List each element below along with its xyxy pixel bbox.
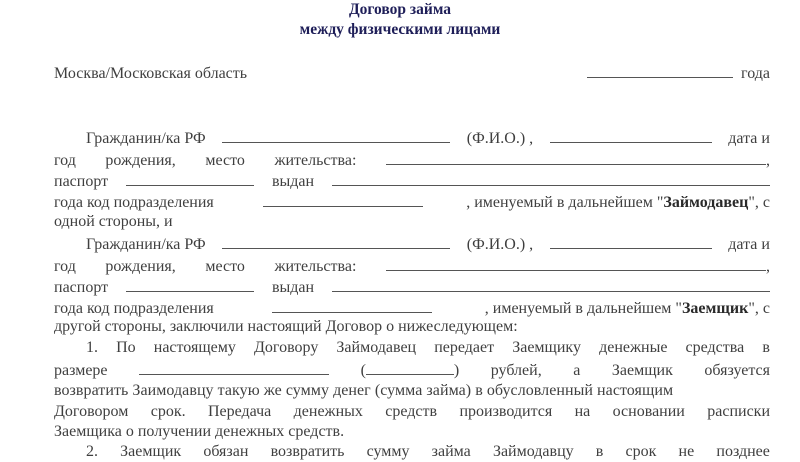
date-blank[interactable] bbox=[587, 62, 733, 78]
word: денежных bbox=[293, 403, 363, 420]
word: производится bbox=[459, 403, 553, 420]
party2-fio-label: (Ф.И.О.) , bbox=[466, 236, 534, 253]
party2-citizen-row bbox=[54, 233, 770, 255]
word: позднее bbox=[716, 443, 770, 460]
word: в bbox=[595, 443, 604, 460]
party2-side-text: другой стороны, заключили настоящий Договор о нижеследующем: bbox=[54, 318, 518, 335]
clause1-line3: возвратить Заимодавцу такую же сумму денег (сумма займа) в обусловленный настоящим bbox=[54, 382, 674, 399]
loan-amount-digits-blank[interactable] bbox=[139, 359, 329, 375]
word: 2. bbox=[86, 443, 98, 460]
word: возвратить bbox=[270, 443, 345, 460]
party2-issued-blank[interactable] bbox=[332, 276, 770, 292]
document-subtitle: между физическими лицами bbox=[299, 21, 501, 38]
word: место bbox=[205, 152, 245, 169]
party2-code-row bbox=[54, 297, 770, 319]
word: рублей, bbox=[490, 362, 542, 379]
party1-citizen-label: Гражданин/ка РФ bbox=[86, 130, 206, 147]
clause1-line2 bbox=[54, 359, 770, 381]
word: срок. bbox=[150, 403, 186, 420]
word: денежные bbox=[599, 339, 668, 356]
word: место bbox=[205, 258, 245, 275]
comma: , bbox=[765, 152, 770, 169]
word: Заемщику bbox=[512, 339, 581, 356]
loan-amount-words-blank[interactable] bbox=[366, 359, 454, 375]
word: не bbox=[678, 443, 695, 460]
named-text: , именуемый в дальнейшем " bbox=[484, 300, 682, 317]
party2-passport-label: паспорт bbox=[54, 279, 109, 296]
word: Заемщик bbox=[120, 443, 182, 460]
place-date-row bbox=[54, 62, 770, 84]
party2-passport-row bbox=[54, 276, 770, 298]
party2-date-label: дата и bbox=[728, 236, 770, 253]
party1-fio-label: (Ф.И.О.) , bbox=[466, 130, 534, 147]
party1-code-blank[interactable] bbox=[263, 191, 423, 207]
word: срок bbox=[625, 443, 657, 460]
party1-code-row bbox=[54, 191, 770, 213]
party1-issued-blank[interactable] bbox=[332, 170, 770, 186]
word: По bbox=[116, 339, 136, 356]
word: на bbox=[574, 403, 591, 420]
word: Договором bbox=[54, 403, 129, 420]
word: жительства: bbox=[274, 152, 357, 169]
party1-date-label: дата и bbox=[728, 130, 770, 147]
word: сумму bbox=[366, 443, 410, 460]
clause1-line1 bbox=[54, 338, 770, 358]
party2-residence-blank[interactable] bbox=[386, 255, 766, 271]
word: 1. bbox=[86, 339, 98, 356]
comma: , bbox=[765, 258, 770, 275]
paren: ( bbox=[360, 362, 366, 379]
word: передает bbox=[434, 339, 495, 356]
word: основании bbox=[612, 403, 685, 420]
party1-side-text: одной стороны, и bbox=[54, 213, 173, 230]
clause1-line5: Заемщика о получении денежных средств. bbox=[54, 423, 345, 440]
party2-passport-blank[interactable] bbox=[126, 276, 254, 292]
word: настоящему bbox=[153, 339, 236, 356]
word: в bbox=[762, 339, 770, 356]
party2-fio-blank[interactable] bbox=[222, 233, 450, 249]
word: рождения, bbox=[105, 258, 176, 275]
word: рождения, bbox=[105, 152, 176, 169]
word: расписки bbox=[707, 403, 770, 420]
word: год bbox=[54, 152, 76, 169]
named-end: ", с bbox=[748, 194, 770, 211]
party1-citizen-row bbox=[54, 127, 770, 149]
word: Договору bbox=[254, 339, 319, 356]
party1-residence-row bbox=[54, 149, 770, 171]
word: размере bbox=[54, 362, 108, 379]
place-text: Москва/Московская область bbox=[54, 65, 248, 82]
party1-code-label: года код подразделения bbox=[54, 194, 214, 211]
party1-issued-label: выдан bbox=[271, 173, 315, 190]
word: Заемщик bbox=[611, 362, 673, 379]
paren: ) bbox=[453, 362, 460, 379]
party1-birthdate-blank[interactable] bbox=[550, 127, 712, 143]
word: Займодавцу bbox=[492, 443, 574, 460]
word: обязуется bbox=[704, 362, 770, 379]
party2-code-label: года код подразделения bbox=[54, 300, 214, 317]
party2-residence-row bbox=[54, 255, 770, 277]
word: год bbox=[54, 258, 76, 275]
party2-role: Заемщик bbox=[681, 300, 749, 317]
party1-passport-label: паспорт bbox=[54, 173, 109, 190]
party1-role: Займодавец bbox=[663, 194, 749, 211]
clause2-line1 bbox=[54, 442, 770, 462]
party2-birthdate-blank[interactable] bbox=[550, 233, 712, 249]
word: средства bbox=[685, 339, 745, 356]
clause1-line4 bbox=[54, 402, 770, 422]
word: средств bbox=[385, 403, 438, 420]
party2-citizen-label: Гражданин/ка РФ bbox=[86, 236, 206, 253]
party1-passport-blank[interactable] bbox=[126, 170, 254, 186]
party1-fio-blank[interactable] bbox=[222, 127, 450, 143]
party2-issued-label: выдан bbox=[271, 279, 315, 296]
date-suffix: года bbox=[741, 65, 770, 82]
word: Займодавец bbox=[336, 339, 417, 356]
word: Передача bbox=[207, 403, 272, 420]
word: жительства: bbox=[274, 258, 357, 275]
word: займа bbox=[431, 443, 471, 460]
party1-residence-blank[interactable] bbox=[386, 149, 766, 165]
word: а bbox=[573, 362, 581, 379]
named-end: ", с bbox=[748, 300, 770, 317]
party2-code-blank[interactable] bbox=[272, 297, 432, 313]
named-text: , именуемый в дальнейшем " bbox=[466, 194, 664, 211]
party1-passport-row bbox=[54, 170, 770, 192]
document-title: Договор займа bbox=[348, 1, 452, 18]
word: обязан bbox=[203, 443, 249, 460]
